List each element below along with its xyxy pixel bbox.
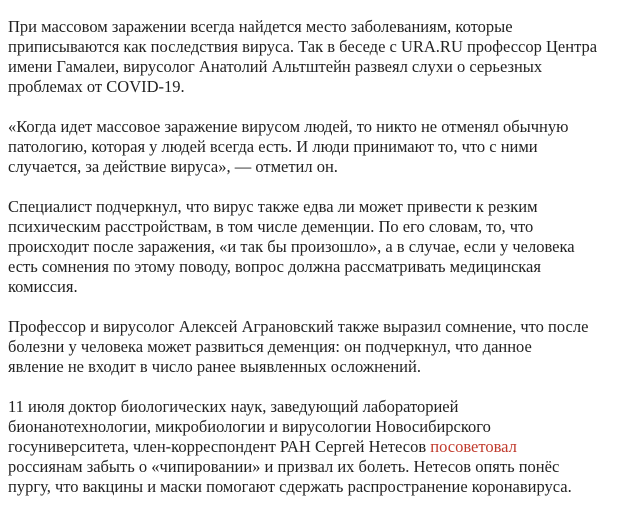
text-line: пургу, что вакцины и маски помогают сдержать распространение коронавируса. bbox=[8, 477, 572, 496]
paragraph-2 bbox=[8, 117, 628, 177]
text-line: проблемах от COVID-19. bbox=[8, 77, 185, 96]
paragraph-1 bbox=[8, 17, 628, 97]
text-line: приписываются как последствия вируса. Так в беседе с URA.RU профессор Центра bbox=[8, 37, 598, 56]
text-line: При массовом заражении всегда найдется место заболеваниям, которые bbox=[8, 17, 513, 36]
text-line: Профессор и вирусолог Алексей Аграновский также выразил сомнение, что после bbox=[8, 317, 589, 336]
advised-link[interactable]: посоветовал bbox=[430, 437, 517, 456]
text-line: Специалист подчеркнул, что вирус также едва ли может привести к резким bbox=[8, 197, 538, 216]
text-line: явление не входит в число ранее выявленных осложнений. bbox=[8, 357, 421, 376]
paragraph-4 bbox=[8, 317, 628, 377]
text-line: случается, за действие вируса», — отметил он. bbox=[8, 157, 338, 176]
text-line: комиссия. bbox=[8, 277, 78, 296]
paragraph-5 bbox=[8, 397, 628, 497]
text-line: происходит после заражения, «и так бы произошло», а в случае, если у человека bbox=[8, 237, 575, 256]
article-body bbox=[8, 17, 628, 517]
text-line: болезни у человека может развиться деменция: он подчеркнул, что данное bbox=[8, 337, 532, 356]
text-line: россиянам забыть о «чипировании» и призвал их болеть. Нетесов опять понёс bbox=[8, 457, 560, 476]
text-line: имени Гамалеи, вирусолог Анатолий Альтштейн развеял слухи о серьезных bbox=[8, 57, 543, 76]
text-line: бионанотехнологии, микробиологии и вирусологии Новосибирского bbox=[8, 417, 491, 436]
text-line: 11 июля доктор биологических наук, заведующий лабораторией bbox=[8, 397, 459, 416]
paragraph-3 bbox=[8, 197, 628, 297]
text-line: есть сомнения по этому поводу, вопрос должна рассматривать медицинская bbox=[8, 257, 541, 276]
text-line: патологию, которая у людей всегда есть. И люди принимают то, что с ними bbox=[8, 137, 538, 156]
text-line-with-link bbox=[8, 437, 628, 457]
text-line: психическим расстройствам, в том числе деменции. По его словам, то, что bbox=[8, 217, 534, 236]
text-segment: госуниверситета, член-корреспондент РАН Сергей Нетесов bbox=[8, 437, 431, 456]
text-line: «Когда идет массовое заражение вирусом людей, то никто не отменял обычную bbox=[8, 117, 569, 136]
